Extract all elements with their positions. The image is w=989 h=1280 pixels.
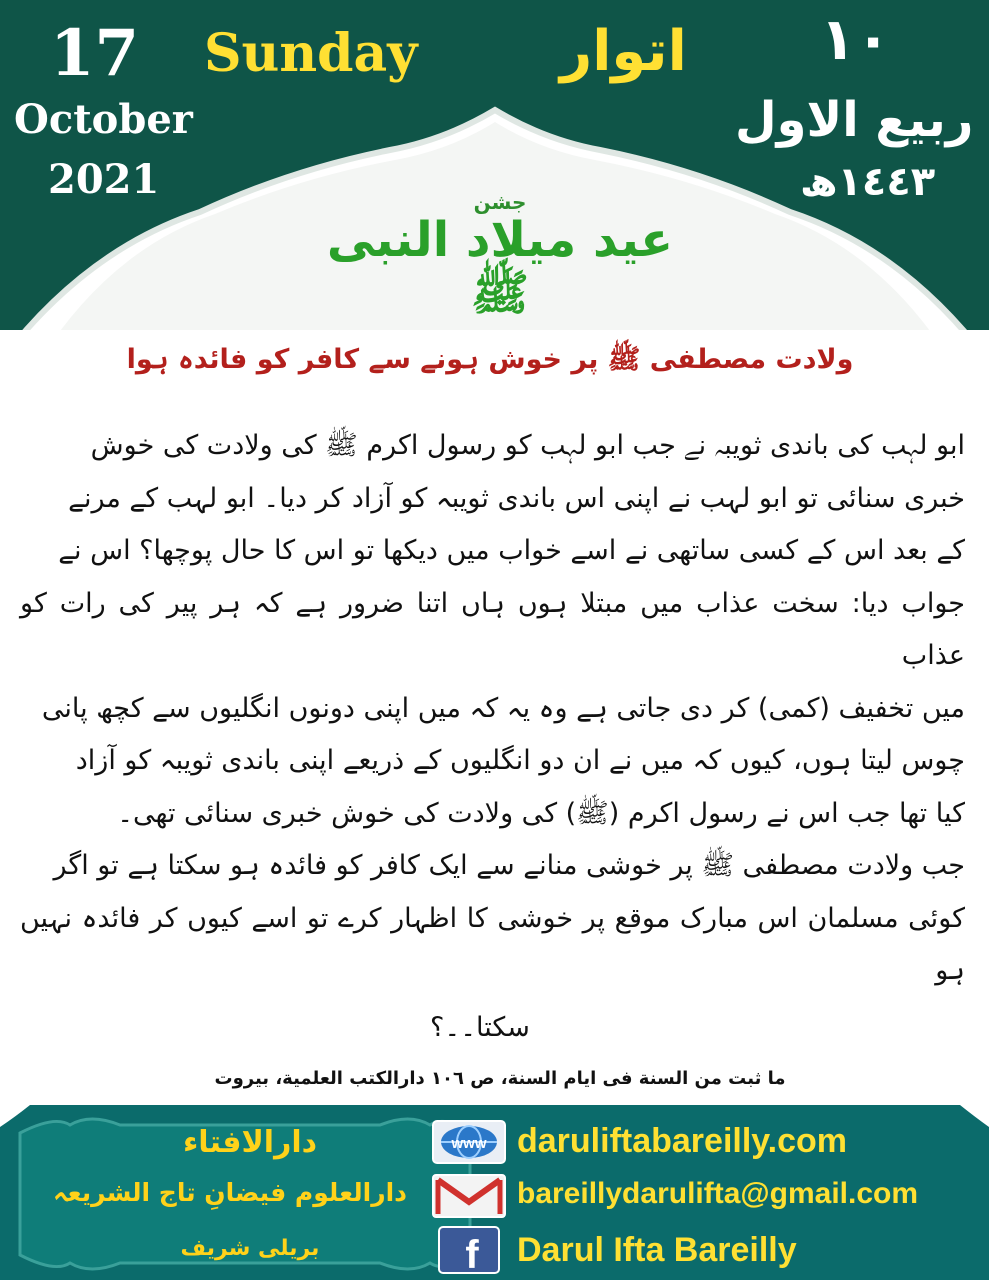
facebook-page-link[interactable]: Darul Ifta Bareilly (517, 1231, 797, 1269)
globe-icon (432, 1120, 506, 1164)
footer-org-name: دارالعلوم فیضانِ تاج الشریعہ (53, 1178, 407, 1207)
date-day-number: 17 (50, 16, 140, 91)
body-line: کوئی مسلمان اس مبارک موقع پر خوشی کا اظہار کرے تو اسے کیوں کر فائدہ نہیں ہو (20, 902, 965, 986)
hijri-year: ١٤٤٣ھ (800, 159, 936, 205)
emblem-small-text: جشن (473, 190, 527, 214)
post-title: ولادت مصطفی ﷺ پر خوش ہونے سے کافر کو فائدہ ہوا (126, 344, 854, 375)
hijri-month: ربیع الاول (735, 92, 974, 148)
body-line: میں تخفیف (کمی) کر دی جاتی ہے وہ یہ کہ میں اپنی دونوں انگلیوں سے کچھ پانی (41, 692, 965, 724)
www-icon-label: www (451, 1135, 487, 1152)
post-body (20, 420, 965, 998)
body-line: کیا تھا جب اس نے رسول اکرم (ﷺ) کی ولادت کی خوش خبری سنائی تھی۔ (117, 797, 965, 829)
footer-org-location: بریلی شریف (180, 1236, 320, 1261)
weekday-urdu: اتوار (560, 19, 687, 84)
body-line: جب ولادت مصطفی ﷺ پر خوشی منانے سے ایک کافر کو فائدہ ہو سکتا ہے تو اگر (53, 850, 965, 881)
body-line: جواب دیا: سخت عذاب میں مبتلا ہوں ہاں اتنا ضرور ہے کہ ہر پیر کی رات کو عذاب (20, 587, 965, 671)
weekday-english: Sunday (204, 23, 418, 84)
body-last-line: سکتا۔۔؟ (430, 1012, 530, 1043)
eid-milad-emblem (310, 190, 690, 321)
email-link[interactable]: bareillydarulifta@gmail.com (517, 1177, 919, 1210)
year-english: 2021 (48, 156, 160, 203)
hijri-day: ١٠ (820, 5, 891, 73)
facebook-icon-label: f (465, 1233, 479, 1274)
reference-citation: ما ثبت من السنة فی ایام السنة، ص ١٠٦ دارالکتب العلمیة، بیروت (214, 1068, 786, 1089)
mail-icon (432, 1174, 506, 1218)
body-line: خبری سنائی تو ابو لہب نے اپنی اس باندی ثویبہ کو آزاد کر دیا۔ ابو لہب کے مرنے (68, 482, 965, 514)
footer-org-title: دارالافتاء (182, 1125, 318, 1160)
facebook-icon (438, 1226, 500, 1274)
body-line: کے بعد اس کے کسی ساتھی نے اسے خواب میں دیکھا تو اس کا حال پوچھا؟ اس نے (58, 535, 965, 566)
body-line: چوس لیتا ہوں، کیوں کہ میں نے ان دو انگلیوں کے ذریعے اپنی باندی ثویبہ کو آزاد (75, 745, 965, 776)
body-line: ابو لہب کی باندی ثویبہ نے جب ابو لہب کو رسول اکرم ﷺ کی ولادت کی خوش (90, 430, 965, 461)
emblem-main-text: عید میلاد النبی ﷺ (326, 212, 674, 321)
website-link[interactable]: daruliftabareilly.com (517, 1122, 848, 1160)
month-english: October (14, 96, 193, 143)
